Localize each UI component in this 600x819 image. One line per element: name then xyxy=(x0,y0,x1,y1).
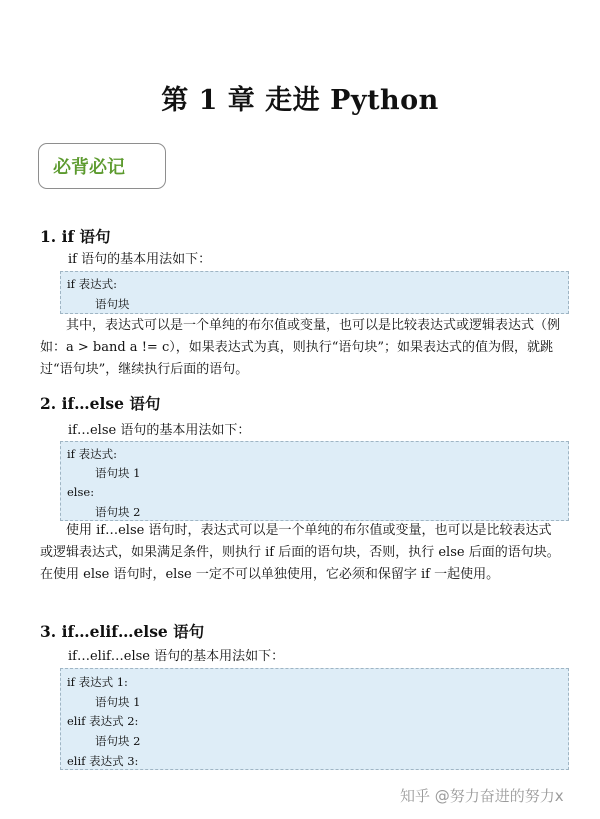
code-line: if 表达式: xyxy=(67,277,117,291)
code-line: 语句块 2 xyxy=(95,505,141,519)
code-line: elif 表达式 3: xyxy=(67,754,139,768)
code-line: 语句块 xyxy=(95,297,130,311)
code-line: else: xyxy=(67,485,95,499)
section-heading-if-elif-else: 3. if…elif…else 语句 xyxy=(40,622,205,641)
section-intro-if-else: if…else 语句的基本用法如下： xyxy=(68,423,251,438)
code-line: 语句块 2 xyxy=(95,734,141,748)
section-intro-if: if 语句的基本用法如下： xyxy=(68,252,212,267)
section-body-if: 其中，表达式可以是一个单纯的布尔值或变量，也可以是比较表达式或逻辑表达式（例如：a > band a != c），如果表达式为真，则执行“语句块”；如果表达式的值为假，就跳过“语句块”，继续执行后面的语句。 xyxy=(40,318,561,377)
must-remember-label: 必背必记 xyxy=(53,157,125,178)
code-line: 语句块 1 xyxy=(95,466,141,480)
must-remember-box xyxy=(38,143,166,189)
code-line: if 表达式 1: xyxy=(67,675,128,689)
code-line: elif 表达式 2: xyxy=(67,714,139,728)
section-heading-if-else: 2. if…else 语句 xyxy=(40,394,161,413)
code-block-if-else xyxy=(60,441,569,521)
watermark: 知乎 @努力奋进的努力x xyxy=(400,787,564,805)
code-line: 语句块 1 xyxy=(95,695,141,709)
chapter-title: 第 1 章 走进 Python xyxy=(161,85,439,116)
code-block-if-elif-else xyxy=(60,668,569,770)
code-block-if xyxy=(60,271,569,314)
section-heading-if: 1. if 语句 xyxy=(40,227,111,246)
code-line: if 表达式: xyxy=(67,447,117,461)
section-body-if-else: 使用 if…else 语句时，表达式可以是一个单纯的布尔值或变量，也可以是比较表达式或逻辑表达式，如果满足条件，则执行 if 后面的语句块，否则，执行 else 后面的语句块。在使用 else 语句时，else 一定不可以单独使用，它必须和保留字 if 一起使用。 xyxy=(40,523,560,582)
section-intro-if-elif-else: if…elif…else 语句的基本用法如下： xyxy=(68,649,285,664)
